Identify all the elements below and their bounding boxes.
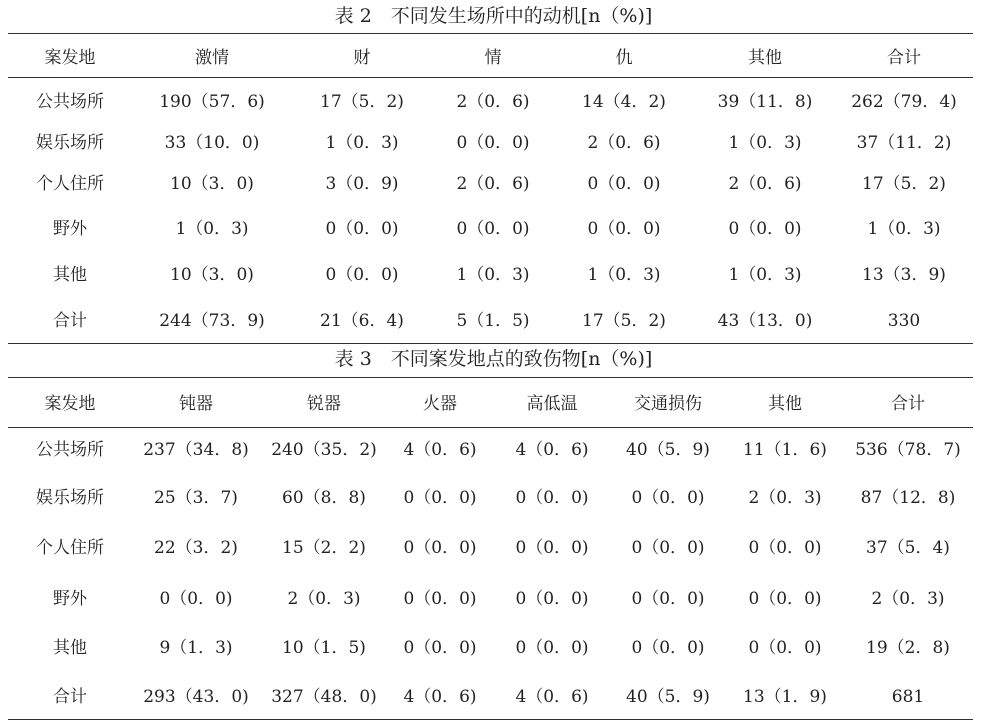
table3-row: [0, 633, 987, 663]
table3-cell: 240（35．2): [271, 440, 377, 460]
table2-cell: 2（0．6): [587, 133, 661, 153]
table3-cell: 9（1．3): [159, 638, 233, 658]
table2-cell: 0（0．0): [325, 265, 399, 285]
table3-header-row: [0, 389, 987, 419]
table2-row-label: 合计: [53, 311, 87, 331]
table2-row: [0, 260, 987, 290]
table2-cell: 14（4．2): [582, 92, 666, 112]
table3-cell: 0（0．0): [515, 488, 589, 508]
table2-header-row: [0, 43, 987, 73]
table2-row-label: 其他: [53, 265, 87, 285]
table3-column-header: 锐器: [307, 394, 341, 414]
table2-row: [0, 87, 987, 117]
table3-cell: 25（3．7): [154, 488, 238, 508]
table3-cell: 13（1．9): [743, 687, 827, 707]
table3-cell: 60（8．8): [282, 488, 366, 508]
table3-column-header: 案发地: [44, 394, 96, 414]
table3-cell: 37（5．4): [866, 538, 950, 558]
table2-row-label: 个人住所: [36, 174, 104, 194]
table3-cell: 0（0．0): [631, 538, 705, 558]
table2-column-header: 情: [484, 48, 502, 68]
table2-top-rule: [8, 33, 973, 34]
table2-cell: 0（0．0): [587, 219, 661, 239]
table2-cell: 262（79．4): [851, 92, 957, 112]
table3-cell: 87（12．8): [860, 488, 956, 508]
table2-column-header: 激情: [195, 48, 229, 68]
table3-cell: 681: [891, 687, 925, 707]
table2-cell: 0（0．0): [325, 219, 399, 239]
table3-cell: 40（5．9): [626, 440, 710, 460]
table2-cell: 2（0．6): [456, 92, 530, 112]
table3-cell: 237（34．8): [143, 440, 249, 460]
table3-cell: 2（0．3): [871, 589, 945, 609]
table2-row-label: 野外: [53, 219, 87, 239]
table3-column-header: 交通损伤: [634, 394, 702, 414]
table2-cell: 330: [887, 311, 921, 331]
table2-bottom-rule: [8, 343, 973, 344]
table3-bottom-rule: [8, 719, 973, 720]
table3-cell: 0（0．0): [403, 638, 477, 658]
table2-cell: 2（0．6): [456, 174, 530, 194]
table3-cell: 40（5．9): [626, 687, 710, 707]
table3-row: [0, 533, 987, 563]
table3-cell: 536（78．7): [855, 440, 961, 460]
table3-row-label: 其他: [53, 638, 87, 658]
table2-row: [0, 169, 987, 199]
table3-column-header: 其他: [768, 394, 802, 414]
table3-column-header: 高低温: [526, 394, 578, 414]
table2-row-label: 娱乐场所: [36, 133, 104, 153]
table3-cell: 22（3．2): [154, 538, 238, 558]
table3-cell: 2（0．3): [287, 589, 361, 609]
table3-row-label: 野外: [53, 589, 87, 609]
table2-column-header: 合计: [887, 48, 921, 68]
table3-cell: 293（43．0): [143, 687, 249, 707]
table2-cell: 3（0．9): [325, 174, 399, 194]
table2-cell: 39（11．8): [717, 92, 813, 112]
table2-cell: 17（5．2): [862, 174, 946, 194]
table3-row: [0, 682, 987, 712]
table3-cell: 0（0．0): [631, 488, 705, 508]
table3-column-header: 合计: [891, 394, 925, 414]
table2-cell: 0（0．0): [456, 219, 530, 239]
table3-cell: 0（0．0): [748, 638, 822, 658]
table2-cell: 13（3．9): [862, 265, 946, 285]
table3-cell: 0（0．0): [403, 488, 477, 508]
table3-top-rule: [8, 377, 973, 378]
table3-row-label: 合计: [53, 687, 87, 707]
table2-cell: 33（10．0): [164, 133, 260, 153]
table2-column-header: 仇: [615, 48, 633, 68]
table3-caption: 表 3 不同案发地点的致伤物[n（%)]: [334, 348, 653, 370]
table3-cell: 4（0．6): [515, 687, 589, 707]
table3-cell: 0（0．0): [403, 589, 477, 609]
table3-header-rule: [8, 427, 973, 428]
table2-cell: 244（73．9): [159, 311, 265, 331]
table3-cell: 0（0．0): [515, 589, 589, 609]
table3-cell: 2（0．3): [748, 488, 822, 508]
table3-cell: 0（0．0): [631, 638, 705, 658]
table3-cell: 0（0．0): [748, 589, 822, 609]
table2-cell: 37（11．2): [856, 133, 952, 153]
table3-cell: 0（0．0): [159, 589, 233, 609]
table2-cell: 1（0．3): [456, 265, 530, 285]
table2-cell: 1（0．3): [325, 133, 399, 153]
table2-caption: 表 2 不同发生场所中的动机[n（%)]: [334, 5, 653, 27]
table3-cell: 0（0．0): [515, 538, 589, 558]
table3-cell: 327（48．0): [271, 687, 377, 707]
table2-cell: 17（5．2): [582, 311, 666, 331]
table2-cell: 1（0．3): [728, 133, 802, 153]
table2-row: [0, 214, 987, 244]
table3-row-label: 个人住所: [36, 538, 104, 558]
table2-column-header: 案发地: [44, 48, 96, 68]
table3-cell: 10（1．5): [282, 638, 366, 658]
table2-cell: 21（6．4): [320, 311, 404, 331]
table2-cell: 1（0．3): [867, 219, 941, 239]
table2-header-rule: [8, 77, 973, 78]
table3-row: [0, 483, 987, 513]
table2-cell: 10（3．0): [170, 174, 254, 194]
table2-cell: 0（0．0): [456, 133, 530, 153]
table3-cell: 19（2．8): [866, 638, 950, 658]
table2-row-label: 公共场所: [36, 92, 104, 112]
table2-cell: 17（5．2): [320, 92, 404, 112]
table3-cell: 0（0．0): [748, 538, 822, 558]
table2-column-header: 其他: [748, 48, 782, 68]
table3-row: [0, 435, 987, 465]
table2-cell: 1（0．3): [587, 265, 661, 285]
table3-cell: 4（0．6): [403, 687, 477, 707]
table2-cell: 1（0．3): [728, 265, 802, 285]
table2-row: [0, 128, 987, 158]
table2-cell: 1（0．3): [175, 219, 249, 239]
table3-column-header: 钝器: [179, 394, 213, 414]
table3-cell: 0（0．0): [403, 538, 477, 558]
table3-column-header: 火器: [423, 394, 457, 414]
table3-row-label: 公共场所: [36, 440, 104, 460]
table3-cell: 11（1．6): [743, 440, 827, 460]
table3-row-label: 娱乐场所: [36, 488, 104, 508]
table2-cell: 2（0．6): [728, 174, 802, 194]
table3-cell: 4（0．6): [403, 440, 477, 460]
table2-cell: 10（3．0): [170, 265, 254, 285]
table2-column-header: 财: [353, 48, 371, 68]
table2-cell: 190（57．6): [159, 92, 265, 112]
table3-cell: 0（0．0): [631, 589, 705, 609]
table2-cell: 0（0．0): [728, 219, 802, 239]
table3-row: [0, 584, 987, 614]
table3-cell: 4（0．6): [515, 440, 589, 460]
table3-cell: 15（2．2): [282, 538, 366, 558]
table2-cell: 43（13．0): [717, 311, 813, 331]
table2-cell: 0（0．0): [587, 174, 661, 194]
table2-row: [0, 306, 987, 336]
table2-cell: 5（1．5): [456, 311, 530, 331]
table3-cell: 0（0．0): [515, 638, 589, 658]
